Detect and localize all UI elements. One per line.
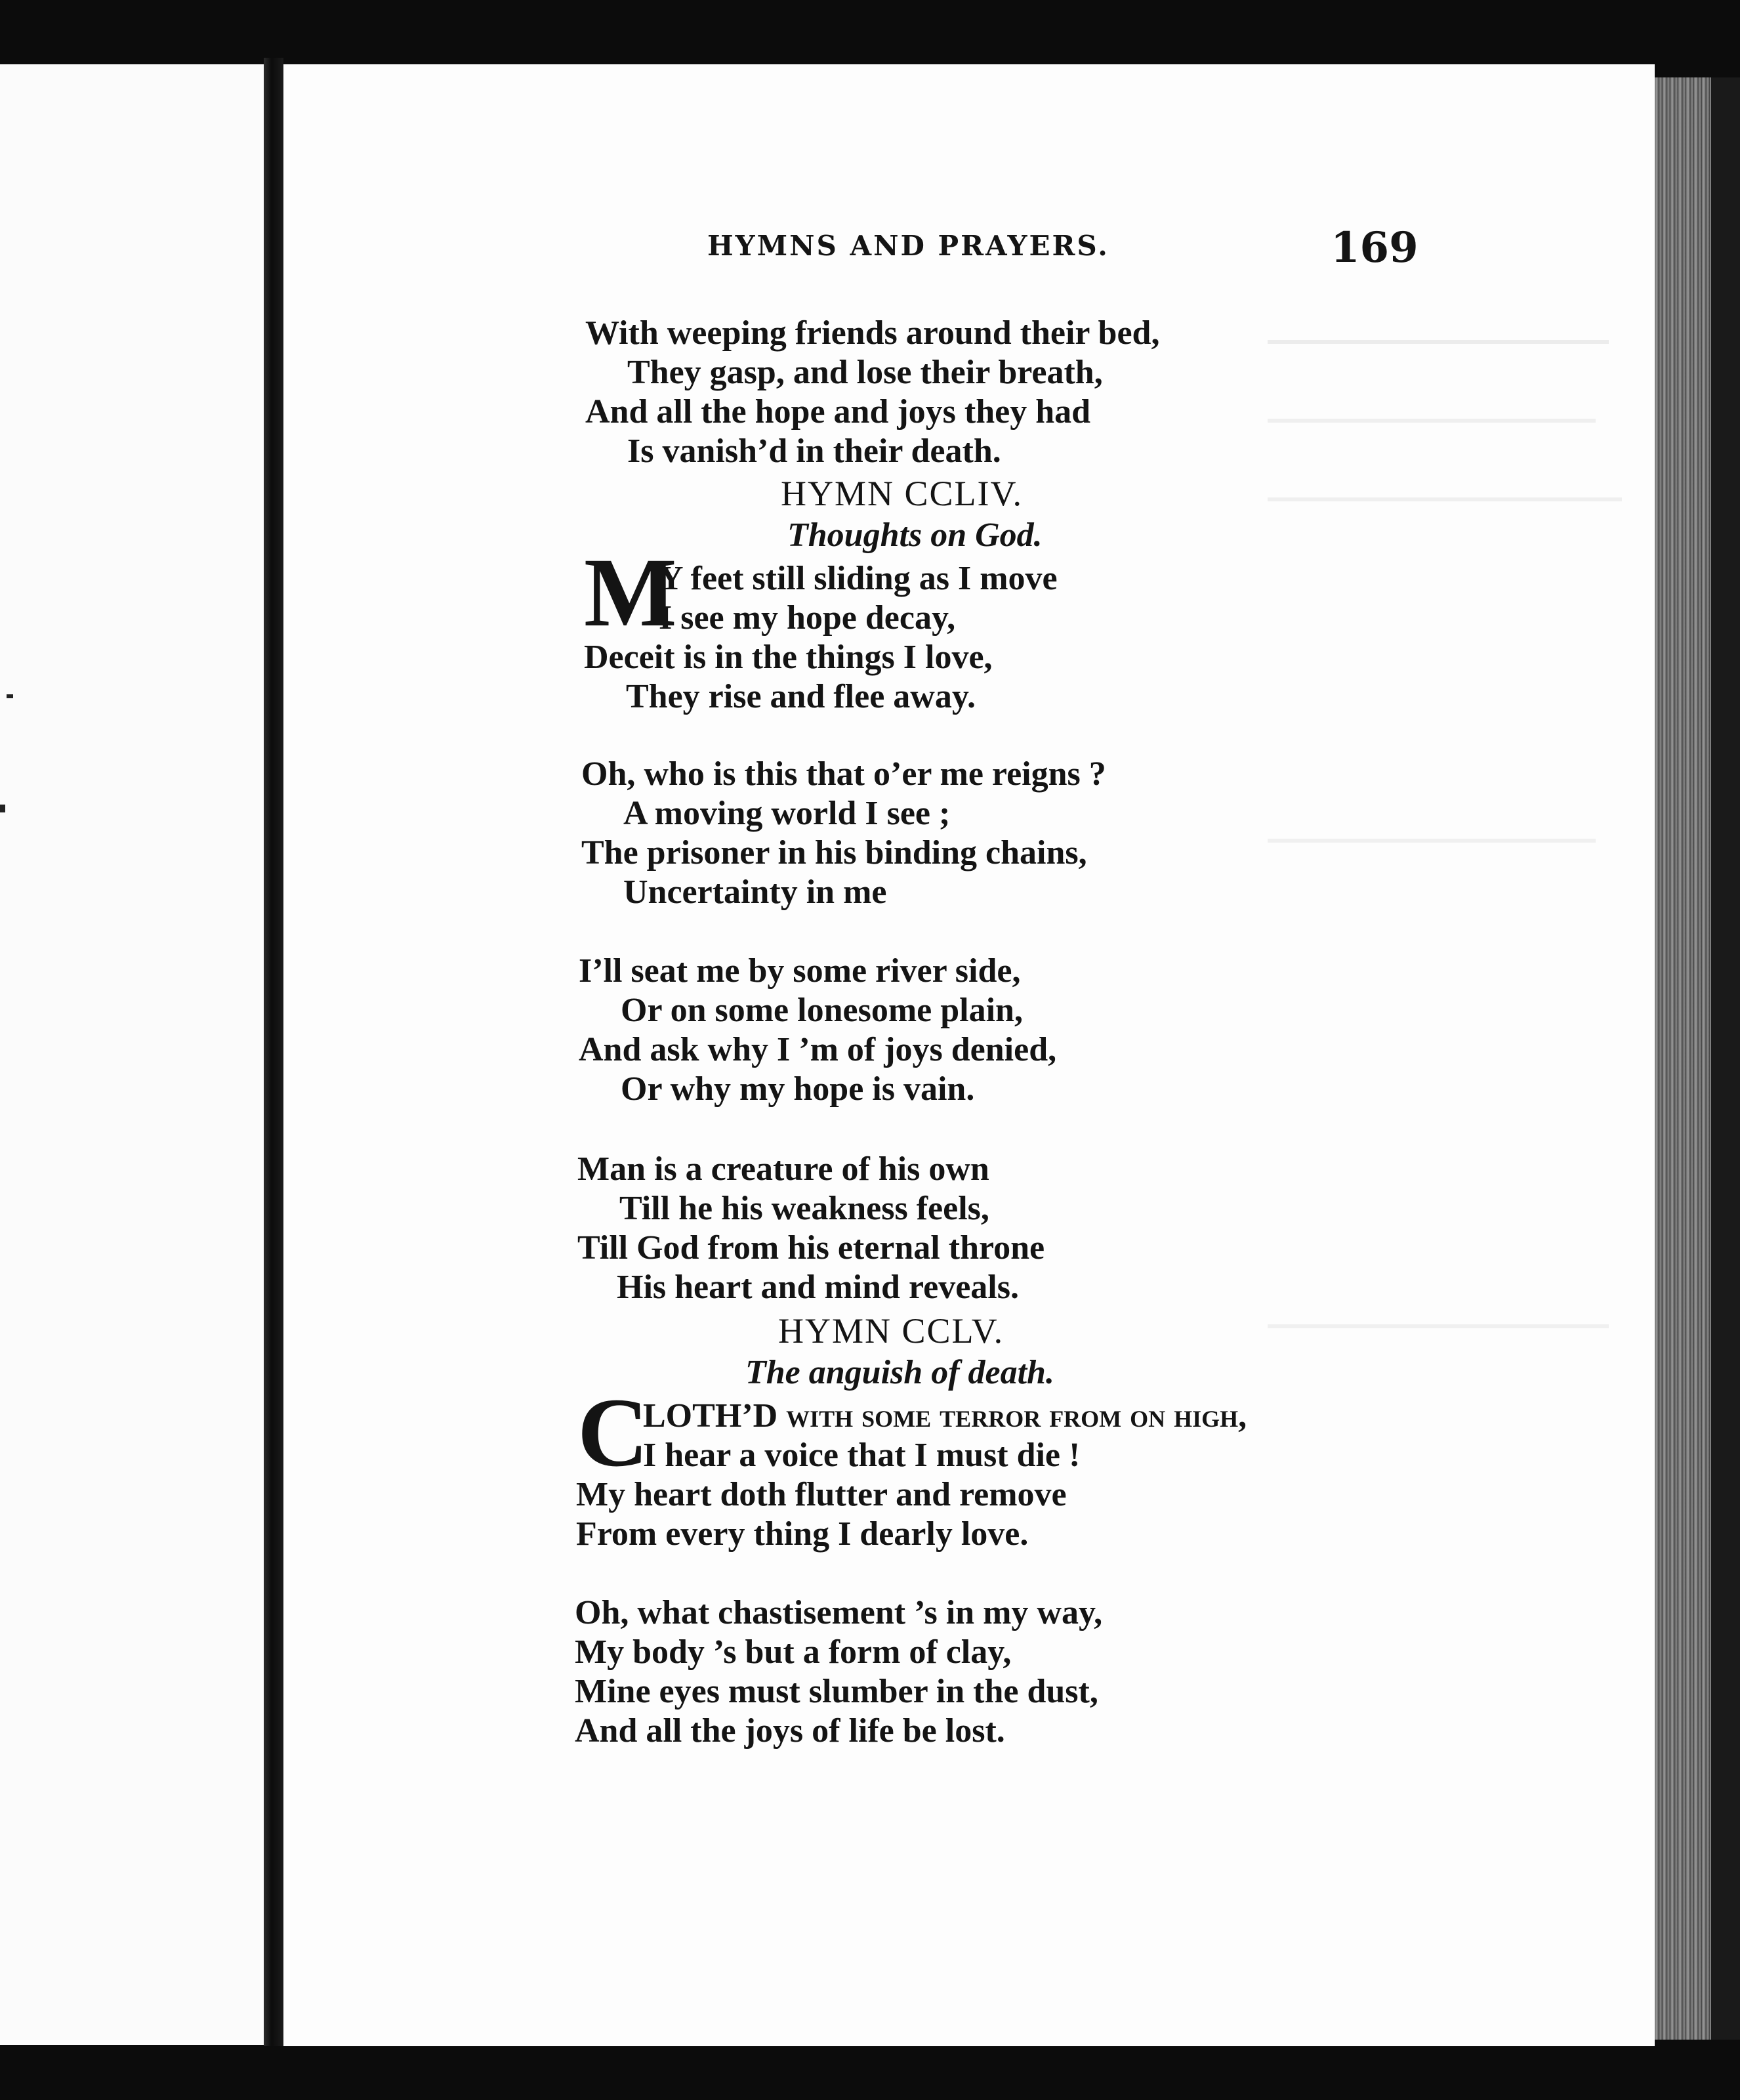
verse-line: From every thing I dearly love.: [576, 1515, 1029, 1553]
verse-line: I see my hope decay,: [659, 599, 956, 637]
verse-line: They rise and flee away.: [626, 678, 976, 715]
hymn-subtitle: Thoughts on God.: [787, 516, 1043, 554]
verse-line: Oh, what chastisement ’s in my way,: [575, 1594, 1103, 1631]
verse-line: Or why my hope is vain.: [621, 1070, 975, 1108]
verse-line: Is vanish’d in their death.: [627, 432, 1001, 470]
verse-line: Oh, who is this that o’er me reigns ?: [581, 755, 1106, 793]
verse-line: And ask why I ’m of joys denied,: [579, 1031, 1057, 1068]
verse-line: A moving world I see ;: [623, 795, 951, 832]
left-page-mark: [7, 694, 13, 698]
drop-cap: C: [577, 1378, 649, 1487]
verse-line: The prisoner in his binding chains,: [581, 834, 1087, 872]
hymn-title: HYMN CCLV.: [778, 1311, 1005, 1351]
verse-line: LOTH’D with some terror from on high,: [643, 1397, 1247, 1435]
verse-line: I hear a voice that I must die !: [643, 1437, 1081, 1474]
verse-line: I’ll seat me by some river side,: [579, 952, 1021, 990]
verse-line: Deceit is in the things I love,: [584, 639, 993, 676]
verse-line: Till he his weakness feels,: [619, 1190, 989, 1227]
verse-line: And all the joys of life be lost.: [575, 1712, 1005, 1750]
page-edge-stack: [1655, 77, 1711, 2040]
verse-line: My body ’s but a form of clay,: [575, 1633, 1012, 1671]
left-facing-page: [0, 64, 264, 2045]
hymn-subtitle: The anguish of death.: [745, 1354, 1054, 1391]
verse-line: Till God from his eternal throne: [577, 1229, 1045, 1267]
verse-line: Man is a creature of his own: [577, 1150, 989, 1188]
scan-border: [1711, 77, 1740, 2040]
left-page-mark: [0, 805, 5, 812]
verse-line: My heart doth flutter and remove: [576, 1476, 1067, 1513]
verse-line: His heart and mind reveals.: [617, 1269, 1019, 1306]
verse-line: Uncertainty in me: [623, 873, 887, 911]
verse-line: They gasp, and lose their breath,: [627, 354, 1103, 391]
verse-line: Mine eyes must slumber in the dust,: [575, 1673, 1098, 1710]
page-number: 169: [1331, 223, 1419, 272]
hymn-title: HYMN CCLIV.: [781, 474, 1024, 513]
book-gutter: [264, 58, 283, 2046]
verse-line: Or on some lonesome plain,: [621, 992, 1023, 1029]
drop-cap: M: [584, 538, 677, 647]
verse-line: And all the hope and joys they had: [585, 393, 1091, 430]
running-head: HYMNS AND PRAYERS.: [707, 230, 1109, 262]
verse-line: Y feet still sliding as I move: [659, 560, 1058, 597]
verse-line: With weeping friends around their bed,: [585, 314, 1160, 352]
